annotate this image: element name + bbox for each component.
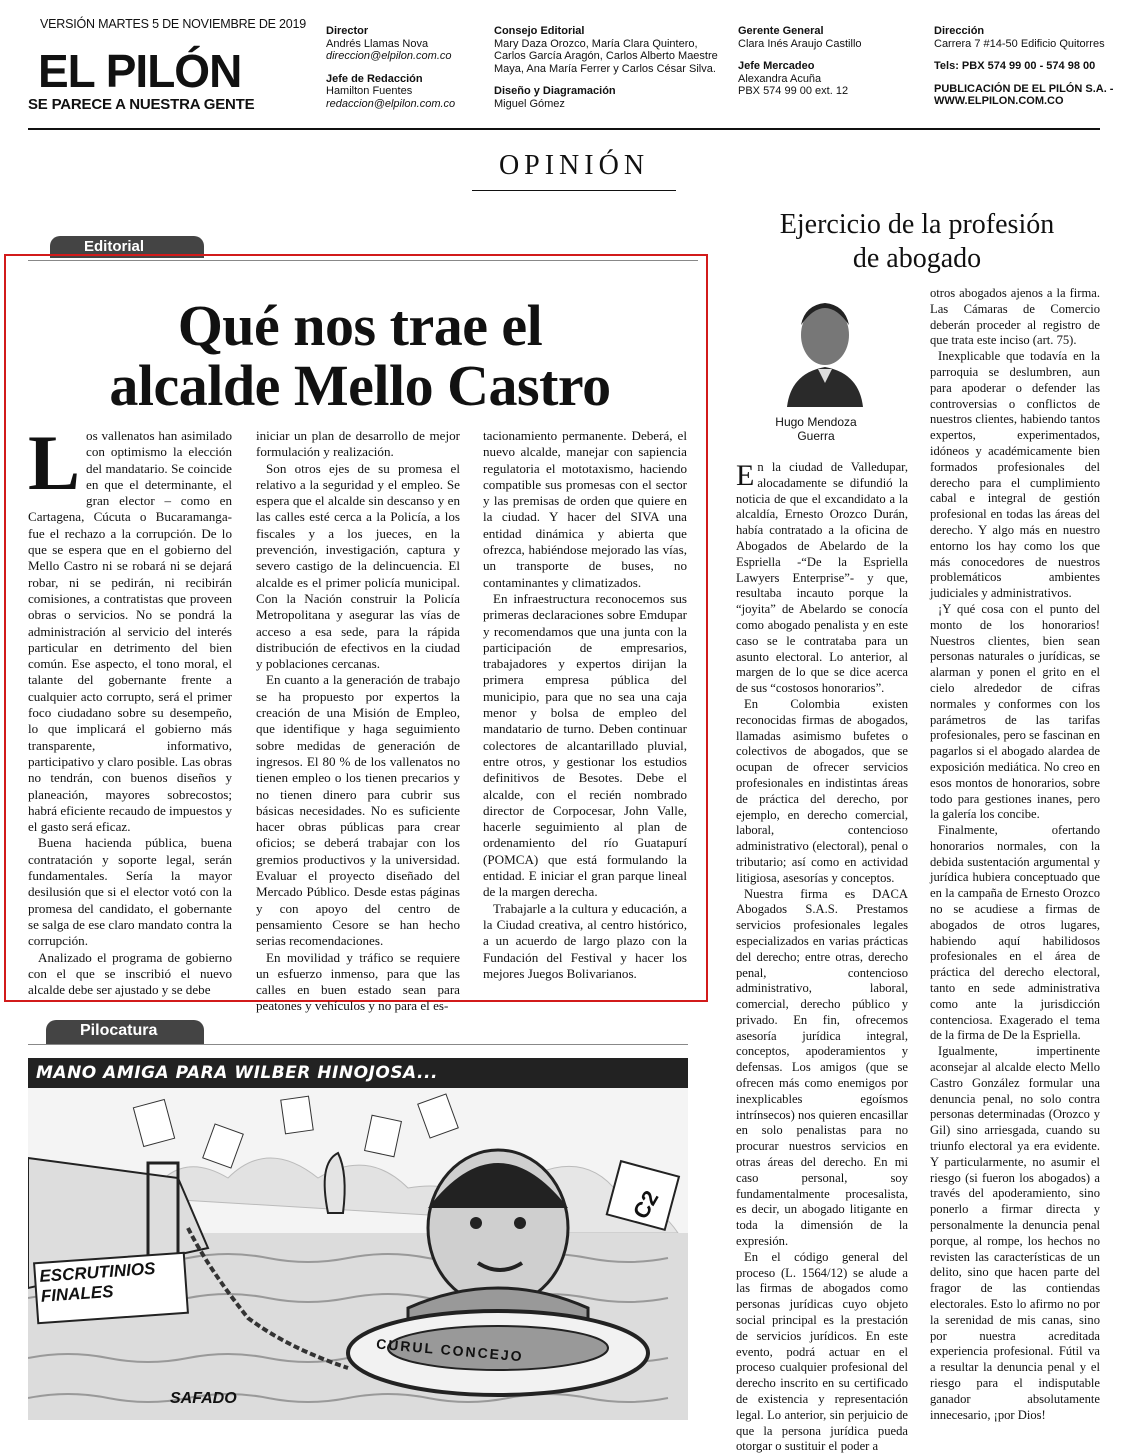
edition-date: VERSIÓN MARTES 5 DE NOVIEMBRE DE 2019 [40,17,307,31]
paragraph: En Colombia existen reconocidas firmas de abogados, llamadas asimismo bufetes o colectivos de abogados, que se ocupan de ofrecer servicios profesionales en indistintas áreas de práctica del derecho, por ejemplo, en derecho comercial, laboral, contencioso administrativo (electoral), penal o tributario; así como en actividad litigiosa, asesorías y conceptos. [736,696,908,885]
gerente-label: Gerente General [738,25,824,37]
editorial-column-1 [28,419,232,998]
director-email[interactable]: direccion@elpilon.com.co [326,50,452,62]
consejo-label: Consejo Editorial [494,25,585,37]
paragraph: En infraestructura reconocemos sus primeras declaraciones sobre Emdupar y recomendamos que una junta con la participación de empresarios, trabajadores y expertos dirijan la primera empresa pública del municipio, para que no sea una caja menor y bolsa de empleo del mandatario de turno. Deben continuar colectores de alcantarillado pluvial, entre otros, y gestionar los estudios definitivos de Besotes. Debe el alcalde, con el recién nombrado director de Corpocesar, John Valle, hacerle seguimiento al plan de ordenamiento del río Guatapurí (POMCA) que está formulando la entidad. E iniciar el gran parque lineal de la margen derecha. [483,590,687,900]
cartoon-rule [28,1044,688,1045]
cartoon-header: MANO AMIGA PARA WILBER HINOJOSA... [28,1058,688,1088]
author-portrait [782,293,868,407]
column-headline-line-2: de abogado [852,243,982,274]
editorial-headline [20,293,700,418]
diseno-label: Diseño y Diagramación [494,85,616,97]
paragraph: En cuanto a la generación de trabajo se ha propuesto por expertos la creación de una Misión de Empleo, que identifique y haga seguimiento sobre medidas de generación de ingresos. El 80 % de los vallenatos no tienen empleo o los tienen precarios y no tienen dinero para cubrir sus básicas necesidades. No es suficiente hacer obras públicas para crear oficios; se deberá trabajar con los gremios productivos y la universidad. Evaluar el proyecto diseñado del Mercado Público. Desde estas páginas y con apoyo del centro de pensamiento Cesore se han hecho serias recomendaciones. [256,672,460,949]
cartoonist-signature: SAFADO [170,1390,237,1407]
publicacion-line: PUBLICACIÓN DE EL PILÓN S.A. - [934,82,1114,95]
direccion-address: Carrera 7 #14-50 Edificio Quitorres [934,37,1105,50]
paragraph: Nuestra firma es DACA Abogados S.A.S. Prestamos servicios profesionales legales especializados en varias prácticas del derecho; entre otras, derecho penal, contencioso administrativo, laboral, comercial, derecho público y privado. En fin, ofrecemos asesoría jurídica integral, conceptos, apoderamientos y defensas. Los amigos (que se ofrecen más como enemigos por inexplicables egoísmos intrínsecos) nos quieren encasillar en solo penalistas para no procurar nuestros servicios en otras áreas del derecho. En mi caso personal, soy fundamentalmente procesalista, es decir, un abogado litigante en toda la dimensión de la expresión. [736,886,908,1249]
paragraph: En movilidad y tráfico se requiere un esfuerzo inmenso, para que las calles en buen estado sean para peatones y vehículos y no para el es- [256,949,460,1014]
paragraph: iniciar un plan de desarrollo de mejor formulación y realización. [256,428,460,460]
paragraph: Trabajarle a la cultura y educación, a la Ciudad creativa, al centro histórico, a un acuerdo de largo plazo con la Fundación del Festival y hacer los mejores Juegos Bolivarianos. [483,900,687,981]
author-photo [782,293,868,407]
mercadeo-phone: PBX 574 99 00 ext. 12 [738,85,849,97]
editorial-dropcap: L [28,419,81,506]
paragraph: Analizado el programa de gobierno con el que se inscribió el nuevo alcalde debe ser ajustado y se debe [28,949,232,998]
author-surname: Guerra [797,429,835,443]
paragraph: En el código general del proceso (L. 1564/12) se alude a las firmas de abogados como personas jurídicas cuyo objeto social principal es la prestación de servicios jurídicos. En este evento, podrá actuar en el proceso cualquier profesional del derecho inscrito en su certificado de existencia y representación legal. Lo anterior, sin perjuicio de que la persona jurídica pueda otorgar o sustituir el poder a [736,1249,908,1454]
cartoon-drawing [28,1058,688,1420]
direccion-label: Dirección [934,25,985,37]
director-name: Andrés Llamas Nova [326,37,429,50]
paragraph: otros abogados ajenos a la firma. Las Cámaras de Comercio deberán proceder al registro de que trata este inciso (art. 75). [930,286,1100,348]
column-headline [732,208,1102,276]
column-body-a [736,460,908,1455]
headline-line-1: Qué nos trae el [177,293,543,358]
headline-line-2: alcalde Mello Castro [109,353,611,418]
section-underline [472,190,676,191]
diseno-name: Miguel Gómez [494,97,565,110]
tab-editorial: Editorial [50,236,204,258]
editorial-column-2 [256,428,460,1015]
director-label: Director [326,25,369,37]
column-dropcap: E [736,459,755,492]
cartoon-label-ballot: C2 [627,1186,664,1224]
newspaper-logo: EL PILÓN [38,45,242,97]
jefe-redaccion-name: Hamilton Fuentes [326,85,413,97]
telephones: Tels: PBX 574 99 00 - 574 98 00 [934,60,1096,72]
consejo-line: Maya, Ana María Ferrer y Carlos César Silva. [494,62,716,75]
consejo-line: Carlos García Aragón, Carlos Alberto Maestre [494,50,718,62]
jefe-redaccion-label: Jefe de Redacción [326,72,423,85]
paragraph: os vallenatos han asimilado con optimismo la elección del mandatario. Se coincide en que el determinante, el gran elector – como en Cartagena, Cúcuta o Bucaramanga- fue el rechazo a la corrupción. De lo que se espera que en el gobierno del Mello Castro ni se robará ni se dejará robar, ni se pedirán, ni recibirán comisiones, a contratistas que proveen obras o servicios. No se pondrá la administración al servicio del interés particular en detrimento del bien común. Ese aspecto, el tono moral, el talante del gobernante frente a cualquier acto corrupto, será el primer foco ciudadano sobre su desempeño, lo que implicará el gobierno más transparente, informativo, participativo y claro posible. Las obras no tendrán, con buenos diseños y planeación, mayores sobrecostos; habrá eficiente recaudo de impuestos y el gasto será eficaz. [28,428,232,835]
cartoon-label-curul: CURUL CONCEJO [375,1335,525,1365]
paragraph: tacionamiento permanente. Deberá, el nuevo alcalde, manejar con sapiencia regulatoria el mototaxismo, haciendo compatible sus promesas con el sector y las premisas de orden que quiere en la ciudad. Y hacer del SIVA una entidad dinámica y abierta que ofrezca, habiéndose mejorado las vías, un transporte de buses, no contaminantes y climatizados. [483,428,687,590]
editorial-column-3 [483,428,687,982]
staff-direccion [934,25,1114,108]
masthead-divider [28,128,1100,130]
mercadeo-name: Alexandra Acuña [738,72,822,85]
staff-gerencia [738,25,918,98]
author-byline [760,415,872,443]
gerente-name: Clara Inés Araujo Castillo [738,37,862,50]
paragraph: Igualmente, impertinente aconsejar al alcalde electo Mello Castro González formular una denuncia penal, no solo contra personas determinadas (Orozco y Gil) sino arriesgada, cuando su triunfo electoral ya era evidente. Y particularmente, no asumir el riesgo (si fueron los abogados) a través del apoderamiento, sino ponerlo a firmar directa y personalmente la denuncia penal porque, al rompe, los hechos no revisten las características de un delito, sino que hacen parte del fragor de las contiendas electorales. Esto lo afirmo no por la serenidad de mis canas, sino por nuestra acreditada experiencia profesional. Fútil va a resultar la denuncia penal y el riesgo para el indisputable ganador absolutamente innecesario, ¡por Dios! [930,1044,1100,1422]
cartoon-image [28,1058,688,1420]
jefe-redaccion-email[interactable]: redaccion@elpilon.com.co [326,97,456,110]
paragraph: Buena hacienda pública, buena contratación y soporte legal, serán fundamentales. Sería la mayor desilusión que si el elector votó con la promesa del candidato, el gobernante se salga de ese claro mandato contra la corrupción. [28,835,232,949]
paragraph: Finalmente, ofertando honorarios normales, con la debida sustentación argumental y jurídica hubiera conceptuado que en la campaña de Ernesto Orozco no se acudiese a firmas de abogados de otros lugares, habiendo aquí habilidosos profesionales en el área de práctica del derecho electoral, tanto en sede administrativa como ante la jurisdicción contenciosa. Exagerado el tema de la firma de De la Espriella. [930,823,1100,1043]
staff-director [326,25,486,110]
author-name: Hugo Mendoza [775,415,857,429]
column-headline-line-1: Ejercicio de la profesión [779,209,1055,240]
mercadeo-label: Jefe Mercadeo [738,60,815,72]
cartoon-label-escrutinios: ESCRUTINIOS FINALES [38,1258,157,1306]
paragraph: n la ciudad de Valledupar, alocadamente se difundió la noticia de que el excandidato a la alcaldía, Ernesto Orozco Durán, había contratado a la oficina de Abogados de Abelardo de la Espriella -“De la Espriella Lawyers Enterprise”- y que, resultaba incauto porque la “joyita” de Abelardo se conocía como abogado penalista y en este caso se le contrataba para un asunto electoral. Lo anterior, al margen de lo que se dice acerca de sus “costosos honorarios”. [736,460,908,696]
paragraph: Son otros ejes de su promesa el relativo a la seguridad y el empleo. Se espera que el alcalde sin descanso y en las calles esté cerca a la Policía, a los fiscales y a los jueces, en la prevención, investigación, captura y severo castigo de la delincuencia. El alcalde es el primer policía municipal. Con la Nación construir la Policía Metropolitana y asegurar las vías de acceso a esa sede, para la rápida distribución de efectivos en la ciudad y poblaciones cercanas. [256,460,460,672]
column-body-b [930,286,1100,1423]
consejo-line: Mary Daza Orozco, María Clara Quintero, [494,37,698,50]
website-link[interactable]: WWW.ELPILON.COM.CO [934,95,1064,107]
paragraph: Inexplicable que todavía en la parroquia se deslumbren, aun para apoderar o defender las controversias o conflictos de nuestros clientes, habiendo tantos expertos, experimentados, idóneos y académicamente bien formados profesionales del derecho para el cumplimiento cabal e integral de gestión profesional en todas las áreas del derecho. Y algo más en nuestro entorno los hay como los que más conocedores de nuestros problemáticos ambientes judiciales y administrativos. [930,349,1100,601]
newspaper-slogan: SE PARECE A NUESTRA GENTE [28,96,255,113]
paragraph: ¡Y qué cosa con el punto del monto de los honorarios! Nuestros clientes, bien sean personas naturales o jurídicas, se alarman y ponen el grito en el cielo alrededor de cifras normales y conformes con los parámetros de las tarifas profesionales, pero se fascinan en pagarlos si el abogado alardea de exposición mediática. No creo en esos montos de honorarios, sobre todo para gestiones inanes, pero la galería los concibe. [930,601,1100,822]
tab-pilocatura: Pilocatura [46,1020,204,1044]
staff-consejo [494,25,724,110]
section-title: OPINIÓN [498,150,650,181]
